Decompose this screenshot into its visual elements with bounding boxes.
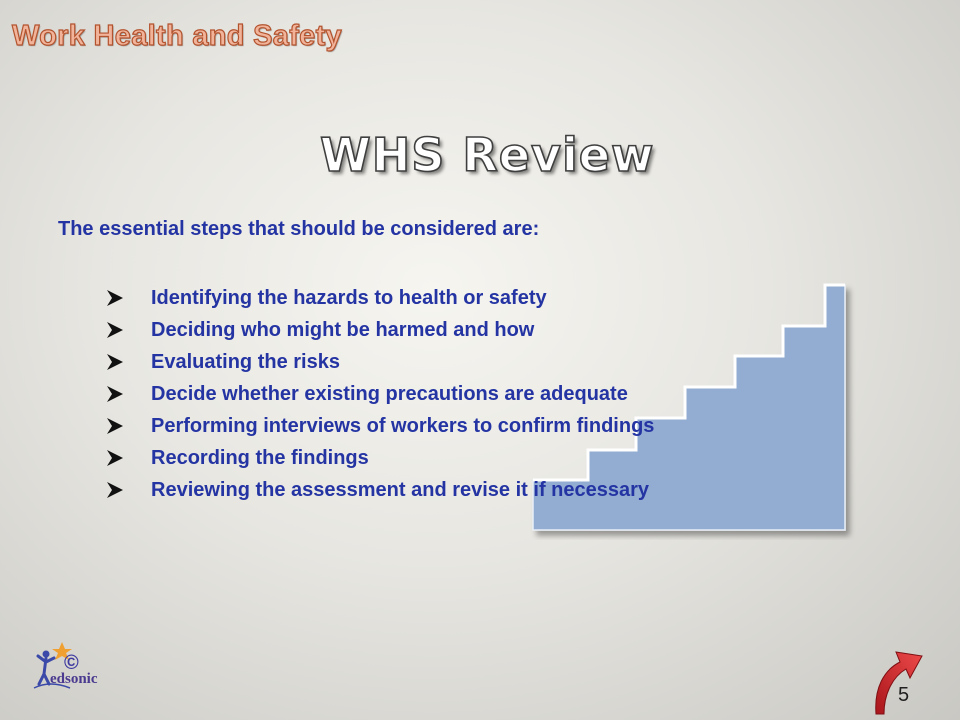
list-item	[104, 346, 654, 378]
steps-list	[104, 282, 654, 506]
list-item	[104, 410, 654, 442]
arrowhead-bullet-icon	[104, 415, 126, 437]
arrowhead-bullet-icon	[104, 287, 126, 309]
list-item	[104, 314, 654, 346]
step-text: Recording the findings	[151, 446, 369, 469]
logo-text: edsonic	[50, 671, 98, 687]
step-text: Evaluating the risks	[151, 350, 340, 373]
arrowhead-bullet-icon	[104, 351, 126, 373]
arrowhead-bullet-icon	[104, 447, 126, 469]
list-item	[104, 282, 654, 314]
page-number: 5	[898, 684, 910, 706]
arrowhead-bullet-icon	[104, 479, 126, 501]
slide-title: WHS Review	[320, 128, 655, 182]
step-text: Identifying the hazards to health or safety	[151, 286, 547, 309]
list-item	[104, 474, 654, 506]
step-text: Performing interviews of workers to confirm findings	[151, 414, 655, 437]
list-item	[104, 378, 654, 410]
arrowhead-bullet-icon	[104, 383, 126, 405]
list-item	[104, 442, 654, 474]
header-title: Work Health and Safety	[12, 20, 342, 52]
step-text: Deciding who might be harmed and how	[151, 318, 535, 341]
copyright-symbol: ©	[64, 652, 79, 674]
step-text: Reviewing the assessment and revise it if necessary	[151, 478, 650, 501]
intro-text: The essential steps that should be considered are:	[58, 218, 540, 240]
step-text: Decide whether existing precautions are adequate	[151, 382, 628, 405]
arrowhead-bullet-icon	[104, 319, 126, 341]
